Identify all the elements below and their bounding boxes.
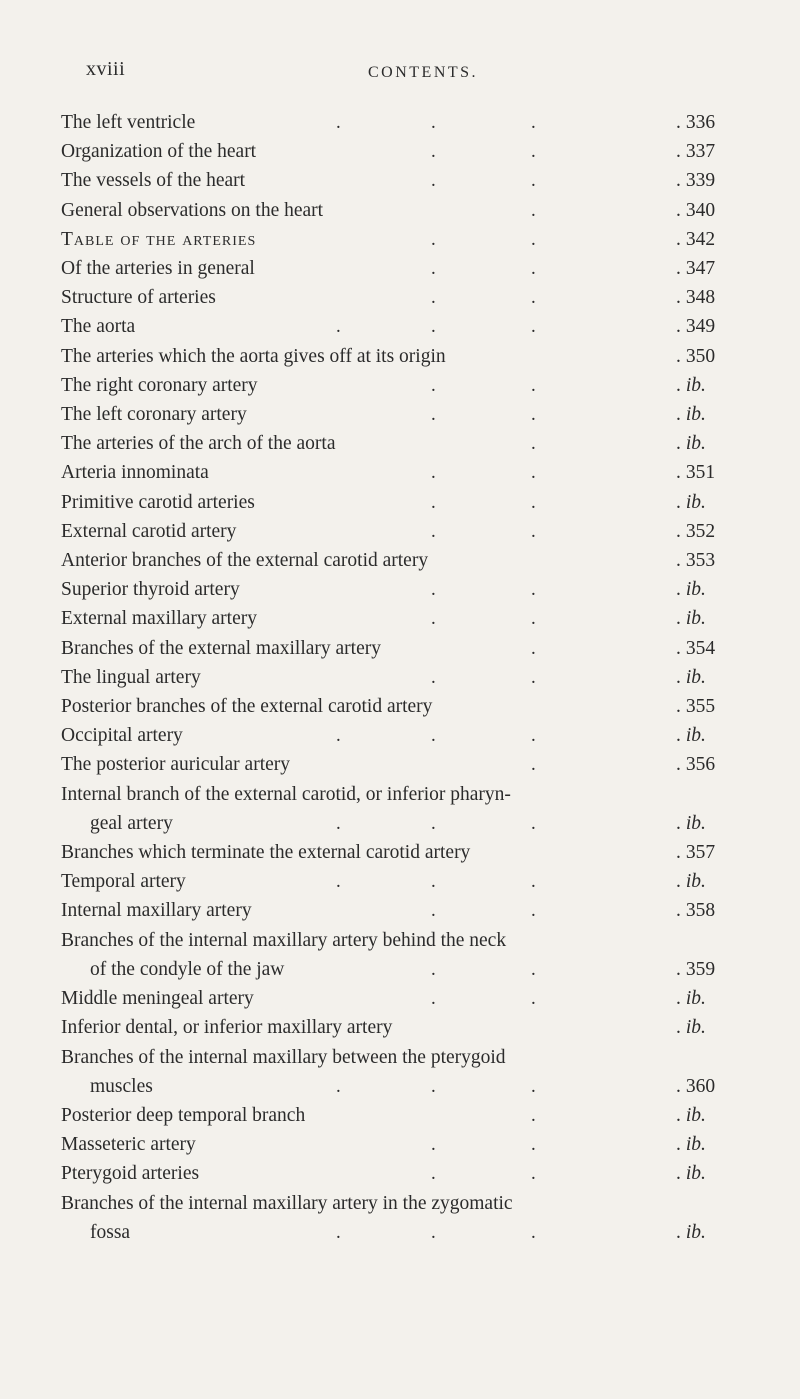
leader-dot: . xyxy=(676,1017,681,1039)
leader-dot: . xyxy=(431,520,436,542)
leader-dot: . xyxy=(431,287,436,309)
leader-dot: . xyxy=(336,1221,341,1243)
leader-dot: . xyxy=(676,1163,681,1185)
toc-entry-title: Branches of the internal maxillary artery behind the neck xyxy=(61,929,507,951)
leader-dot: . xyxy=(431,141,436,163)
toc-entry-title: Internal maxillary artery xyxy=(61,900,252,922)
toc-entry-title: muscles xyxy=(90,1075,153,1097)
toc-entry-page xyxy=(676,809,706,838)
toc-entry-title: The vessels of the heart xyxy=(61,170,246,192)
page-reference: 339 xyxy=(685,170,716,192)
leader-dot: . xyxy=(531,433,536,455)
leader-dot: . xyxy=(676,696,681,718)
leader-dot: . xyxy=(676,228,681,250)
leader-dots xyxy=(61,312,681,341)
page-reference: 352 xyxy=(685,520,716,542)
leader-dot: . xyxy=(676,842,681,864)
leader-dot: . xyxy=(676,1134,681,1156)
leader-dot: . xyxy=(531,404,536,426)
toc-entry xyxy=(61,780,721,809)
toc-entry-page xyxy=(676,517,715,546)
toc-entry-page xyxy=(676,429,706,458)
toc-entry-title: Branches of the external maxillary artery xyxy=(61,637,381,659)
toc-entry-page xyxy=(676,896,715,925)
leader-dot: . xyxy=(676,754,681,776)
leader-dot: . xyxy=(676,1075,681,1097)
page-reference: 356 xyxy=(685,754,716,776)
leader-dot: . xyxy=(431,871,436,893)
toc-entry-title: The aorta xyxy=(61,316,136,338)
toc-entry xyxy=(61,721,721,750)
toc-entry-page xyxy=(676,196,715,225)
page-reference: ib. xyxy=(685,725,706,747)
leader-dot: . xyxy=(676,550,681,572)
leader-dot: . xyxy=(531,374,536,396)
toc-entry xyxy=(61,400,721,429)
toc-entry xyxy=(61,1013,721,1042)
leader-dot: . xyxy=(531,812,536,834)
leader-dot: . xyxy=(531,112,536,133)
leader-dot: . xyxy=(531,900,536,922)
leader-dot: . xyxy=(676,374,681,396)
page-reference: ib. xyxy=(685,1104,706,1126)
toc-entry xyxy=(61,1043,721,1072)
toc-entry-title: Primitive carotid arteries xyxy=(61,491,255,513)
toc-entry-title: The arteries of the arch of the aorta xyxy=(61,433,336,455)
leader-dot: . xyxy=(431,112,436,133)
leader-dot: . xyxy=(531,754,536,776)
leader-dot: . xyxy=(676,141,681,163)
leader-dot: . xyxy=(431,462,436,484)
leader-dot: . xyxy=(336,316,341,338)
leader-dot: . xyxy=(531,1163,536,1185)
page-reference: ib. xyxy=(685,608,706,630)
toc-entry-page xyxy=(676,137,715,166)
leader-dot: . xyxy=(676,404,681,426)
toc-entry xyxy=(61,517,721,546)
leader-dot: . xyxy=(676,608,681,630)
leader-dot: . xyxy=(531,1104,536,1126)
page-reference: 349 xyxy=(685,316,716,338)
toc-entry-page xyxy=(676,1218,706,1247)
page-reference: ib. xyxy=(685,871,706,893)
leader-dot: . xyxy=(676,725,681,747)
toc-entry-page xyxy=(676,663,706,692)
toc-entry-page xyxy=(676,721,706,750)
page-reference: 340 xyxy=(685,199,716,221)
toc-entry-title: Branches of the internal maxillary artery in the zygomatic xyxy=(61,1192,513,1214)
leader-dot: . xyxy=(531,141,536,163)
toc-entry xyxy=(61,108,721,137)
leader-dot: . xyxy=(336,112,341,133)
toc-entry-title: Structure of arteries xyxy=(61,287,216,309)
toc-entry xyxy=(61,750,721,779)
leader-dot: . xyxy=(431,1221,436,1243)
leader-dot: . xyxy=(531,666,536,688)
page-reference: 342 xyxy=(685,228,716,250)
leader-dots xyxy=(61,1072,681,1101)
leader-dot: . xyxy=(531,287,536,309)
page-reference: 337 xyxy=(685,141,716,163)
leader-dot: . xyxy=(431,1075,436,1097)
toc-entry-page xyxy=(676,984,706,1013)
toc-entry-page xyxy=(676,488,706,517)
toc-entry-page xyxy=(676,225,715,254)
toc-entry xyxy=(61,955,721,984)
toc-entry-title: Inferior dental, or inferior maxillary artery xyxy=(61,1017,393,1039)
leader-dot: . xyxy=(676,112,681,133)
leader-dot: . xyxy=(336,1075,341,1097)
toc-entry-page xyxy=(676,838,715,867)
page-reference: ib. xyxy=(685,491,706,513)
leader-dot: . xyxy=(676,316,681,338)
leader-dot: . xyxy=(676,637,681,659)
toc-entry-title: Of the arteries in general xyxy=(61,258,255,280)
toc-entry-title: Middle meningeal artery xyxy=(61,988,254,1010)
leader-dot: . xyxy=(531,462,536,484)
toc-entry-title: External carotid artery xyxy=(61,520,237,542)
leader-dot: . xyxy=(676,812,681,834)
page-reference: ib. xyxy=(685,988,706,1010)
leader-dot: . xyxy=(676,199,681,221)
toc-entry xyxy=(61,254,721,283)
leader-dot: . xyxy=(676,287,681,309)
page-reference: ib. xyxy=(685,1221,706,1243)
toc-entry xyxy=(61,429,721,458)
page-reference: ib. xyxy=(685,579,706,601)
leader-dot: . xyxy=(431,812,436,834)
page-reference: 347 xyxy=(685,258,716,280)
toc-entry-title: Internal branch of the external carotid, or inferior pharyn- xyxy=(61,783,511,805)
leader-dot: . xyxy=(676,579,681,601)
toc-entry xyxy=(61,196,721,225)
leader-dot: . xyxy=(676,871,681,893)
toc-entry-page xyxy=(676,166,715,195)
toc-entry-page xyxy=(676,575,706,604)
leader-dot: . xyxy=(431,666,436,688)
leader-dot: . xyxy=(431,1134,436,1156)
toc-entry-title: Anterior branches of the external carotid artery xyxy=(61,550,429,572)
toc-entry-title: The posterior auricular artery xyxy=(61,754,291,776)
toc-entry xyxy=(61,225,721,254)
toc-entry-title: The right coronary artery xyxy=(61,374,258,396)
toc-entry-page xyxy=(676,371,706,400)
page-reference: 357 xyxy=(685,842,716,864)
leader-dot: . xyxy=(531,725,536,747)
toc-entry-title: geal artery xyxy=(90,812,173,834)
leader-dot: . xyxy=(531,958,536,980)
toc-entry-title: Superior thyroid artery xyxy=(61,579,240,601)
page-reference: 348 xyxy=(685,287,716,309)
leader-dot: . xyxy=(431,958,436,980)
leader-dot: . xyxy=(531,520,536,542)
toc-entry xyxy=(61,137,721,166)
toc-entry xyxy=(61,634,721,663)
leader-dot: . xyxy=(676,988,681,1010)
leader-dot: . xyxy=(531,316,536,338)
leader-dot: . xyxy=(431,404,436,426)
leader-dot: . xyxy=(431,170,436,192)
leader-dot: . xyxy=(431,900,436,922)
toc-entry-title: Temporal artery xyxy=(61,871,186,893)
leader-dot: . xyxy=(431,725,436,747)
leader-dot: . xyxy=(531,988,536,1010)
leader-dot: . xyxy=(431,258,436,280)
toc-entry xyxy=(61,838,721,867)
page-reference: ib. xyxy=(685,1017,706,1039)
toc-entry-page xyxy=(676,546,715,575)
toc-entry-page xyxy=(676,283,715,312)
toc-entry-page xyxy=(676,254,715,283)
toc-entry-title: The left ventricle xyxy=(61,112,196,133)
leader-dot: . xyxy=(531,579,536,601)
leader-dot: . xyxy=(336,725,341,747)
toc-entry-title: Branches which terminate the external carotid artery xyxy=(61,842,471,864)
page-reference: 353 xyxy=(685,550,716,572)
leader-dot: . xyxy=(431,608,436,630)
page-reference: ib. xyxy=(685,1163,706,1185)
toc-entry xyxy=(61,604,721,633)
toc-entry-page xyxy=(676,750,715,779)
toc-entry-title: Arteria innominata xyxy=(61,462,209,484)
toc-entry-title: Posterior branches of the external carotid artery xyxy=(61,696,433,718)
toc-entry xyxy=(61,575,721,604)
leader-dot: . xyxy=(431,579,436,601)
page-reference: ib. xyxy=(685,666,706,688)
leader-dot: . xyxy=(676,1104,681,1126)
page-reference: ib. xyxy=(685,374,706,396)
toc-entry-page xyxy=(676,342,715,371)
page-header xyxy=(86,58,706,90)
leader-dot: . xyxy=(531,258,536,280)
leader-dot: . xyxy=(531,871,536,893)
page-reference: 354 xyxy=(685,637,716,659)
leader-dot: . xyxy=(431,988,436,1010)
leader-dot: . xyxy=(676,900,681,922)
leader-dot: . xyxy=(531,170,536,192)
page-reference: 360 xyxy=(685,1075,716,1097)
toc-entry xyxy=(61,546,721,575)
toc-entry xyxy=(61,371,721,400)
leader-dot: . xyxy=(531,491,536,513)
toc-entry-page xyxy=(676,692,715,721)
toc-entry xyxy=(61,1130,721,1159)
toc-entry-page xyxy=(676,400,706,429)
leader-dot: . xyxy=(676,433,681,455)
toc-entry-title: Table of the arteries xyxy=(61,228,257,250)
page-reference: ib. xyxy=(685,1134,706,1156)
page-reference: ib. xyxy=(685,812,706,834)
toc-entry-title: of the condyle of the jaw xyxy=(90,958,285,980)
toc-entry-title: The arteries which the aorta gives off at its origin xyxy=(61,345,446,367)
toc-entry-page xyxy=(676,1013,706,1042)
leader-dot: . xyxy=(676,258,681,280)
leader-dot: . xyxy=(431,228,436,250)
leader-dot: . xyxy=(676,170,681,192)
leader-dot: . xyxy=(431,1163,436,1185)
toc-entry-page xyxy=(676,634,715,663)
toc-entry xyxy=(61,1189,721,1218)
leader-dot: . xyxy=(676,666,681,688)
page-reference: ib. xyxy=(685,433,706,455)
page-reference: 351 xyxy=(685,462,716,484)
leader-dots xyxy=(61,1218,681,1247)
toc-entry xyxy=(61,692,721,721)
leader-dot: . xyxy=(676,1221,681,1243)
toc-entry xyxy=(61,1218,721,1247)
leader-dot: . xyxy=(531,637,536,659)
toc-entry-page xyxy=(676,458,715,487)
toc-entry xyxy=(61,312,721,341)
toc-entry xyxy=(61,458,721,487)
page-reference: ib. xyxy=(685,404,706,426)
toc-entry-title: Branches of the internal maxillary between the pterygoid xyxy=(61,1046,506,1068)
running-title: CONTENTS. xyxy=(368,64,479,81)
toc-entry-page xyxy=(676,108,715,137)
toc-entry xyxy=(61,867,721,896)
leader-dot: . xyxy=(531,608,536,630)
toc-entry xyxy=(61,342,721,371)
leader-dot: . xyxy=(531,1221,536,1243)
toc-entry-page xyxy=(676,604,706,633)
toc-entry-page xyxy=(676,312,715,341)
toc-entry xyxy=(61,166,721,195)
leader-dot: . xyxy=(676,520,681,542)
leader-dot: . xyxy=(676,491,681,513)
leader-dot: . xyxy=(431,374,436,396)
toc-entry-page xyxy=(676,955,715,984)
toc-entry-title: The left coronary artery xyxy=(61,404,247,426)
leader-dot: . xyxy=(676,958,681,980)
toc-entry xyxy=(61,984,721,1013)
page-reference: 355 xyxy=(685,696,716,718)
toc-entry-page xyxy=(676,1130,706,1159)
toc-entry-title: Masseteric artery xyxy=(61,1134,196,1156)
toc-entry-title: General observations on the heart xyxy=(61,199,324,221)
leader-dot: . xyxy=(531,1134,536,1156)
toc-entry-title: Pterygoid arteries xyxy=(61,1163,200,1185)
leader-dot: . xyxy=(431,316,436,338)
toc-entry xyxy=(61,1072,721,1101)
toc-entry xyxy=(61,663,721,692)
page-reference: 336 xyxy=(685,112,716,133)
toc-entry xyxy=(61,809,721,838)
toc-entry-title: fossa xyxy=(90,1221,131,1243)
toc-entry-title: Organization of the heart xyxy=(61,141,257,163)
toc-entry-page xyxy=(676,1159,706,1188)
leader-dot: . xyxy=(431,491,436,513)
toc-entry-title: External maxillary artery xyxy=(61,608,257,630)
toc-entry-title: Posterior deep temporal branch xyxy=(61,1104,306,1126)
toc-entry xyxy=(61,896,721,925)
toc-entry xyxy=(61,1159,721,1188)
toc-entry-page xyxy=(676,1072,715,1101)
page-reference: 358 xyxy=(685,900,716,922)
toc-entry xyxy=(61,926,721,955)
leader-dot: . xyxy=(676,345,681,367)
toc-entry xyxy=(61,1101,721,1130)
leader-dot: . xyxy=(531,228,536,250)
toc-entry xyxy=(61,488,721,517)
leader-dot: . xyxy=(336,812,341,834)
toc-entry-page xyxy=(676,1101,706,1130)
leader-dot: . xyxy=(676,462,681,484)
page-reference: 350 xyxy=(685,345,716,367)
toc-entry-title: The lingual artery xyxy=(61,666,201,688)
leader-dot: . xyxy=(531,1075,536,1097)
leader-dot: . xyxy=(531,199,536,221)
page-number: xviii xyxy=(86,58,126,80)
leader-dot: . xyxy=(336,871,341,893)
toc-entry xyxy=(61,283,721,312)
toc-entry-page xyxy=(676,867,706,896)
toc-entry-title: Occipital artery xyxy=(61,725,183,747)
page-reference: 359 xyxy=(685,958,716,980)
table-of-contents xyxy=(61,108,721,1247)
